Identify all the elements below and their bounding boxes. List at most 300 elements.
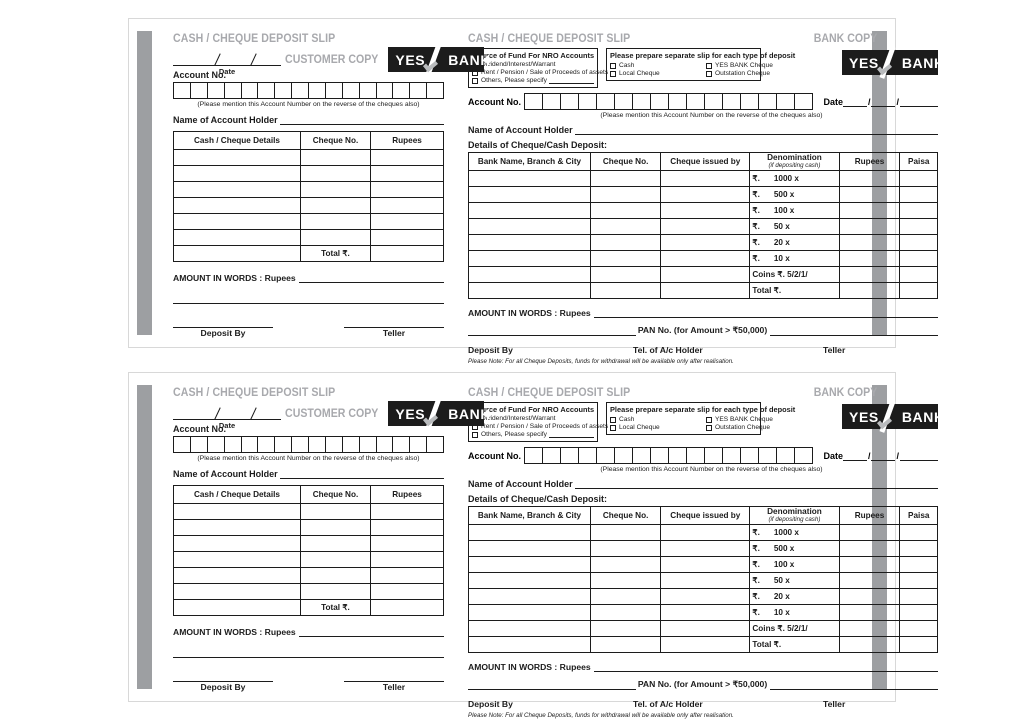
checkbox-icon[interactable] (706, 417, 712, 423)
customer-account-no-input[interactable] (173, 436, 444, 453)
account-digit-cell[interactable] (669, 448, 687, 463)
bank-date-field[interactable] (823, 451, 938, 461)
account-digit-cell[interactable] (427, 437, 443, 452)
cell-total-rupees[interactable] (839, 282, 900, 298)
cell-details[interactable] (174, 551, 301, 567)
cell-bank-name[interactable] (469, 250, 591, 266)
account-digit-cell[interactable] (633, 94, 651, 109)
cell-issued-by[interactable] (661, 234, 750, 250)
logo-text-bank: BANK (448, 51, 492, 68)
deposit-type-outstation-cheque[interactable] (706, 424, 773, 431)
logo-text-yes: YES (849, 408, 879, 425)
cell-rupees[interactable] (371, 213, 444, 229)
cell-bank-name[interactable] (469, 604, 591, 620)
cell-cheque-no[interactable] (300, 165, 370, 181)
bank-amount-words-field[interactable] (468, 308, 938, 318)
cell-cheque-no[interactable] (590, 540, 660, 556)
cell-issued-by[interactable] (661, 588, 750, 604)
account-digit-cell[interactable] (669, 94, 687, 109)
cell-paisa[interactable] (900, 572, 938, 588)
cell-cheque-no[interactable] (590, 186, 660, 202)
account-digit-cell[interactable] (191, 83, 208, 98)
deposit-type-local-cheque[interactable] (610, 70, 698, 77)
bank-account-no-input[interactable] (524, 447, 813, 464)
cell-bank-name[interactable] (469, 218, 591, 234)
account-digit-cell[interactable] (597, 448, 615, 463)
cell-cheque-no[interactable] (590, 266, 660, 282)
customer-deposit-by-field[interactable] (173, 317, 273, 338)
cell-rupees[interactable] (371, 165, 444, 181)
account-digit-cell[interactable] (208, 83, 225, 98)
deposit-type-outstation-cheque[interactable] (706, 70, 773, 77)
cell-total-paisa[interactable] (900, 282, 938, 298)
cell-issued-by[interactable] (661, 620, 750, 636)
date-day-input[interactable] (843, 451, 867, 461)
bank-teller-field[interactable] (823, 345, 938, 355)
cell-rupees[interactable] (371, 535, 444, 551)
cell-paisa[interactable] (900, 604, 938, 620)
account-digit-cell[interactable] (723, 94, 741, 109)
account-digit-cell[interactable] (410, 437, 427, 452)
account-digit-cell[interactable] (651, 448, 669, 463)
cell-bank-name[interactable] (469, 186, 591, 202)
cell-total-value[interactable] (371, 245, 444, 261)
binding-strip-left (137, 385, 152, 689)
cell-paisa[interactable] (900, 556, 938, 572)
cell-cheque-no[interactable] (590, 636, 660, 652)
denomination-value: 50 x (773, 222, 790, 231)
customer-amount-words-line2[interactable] (173, 293, 444, 304)
cell-details[interactable] (174, 165, 301, 181)
account-digit-cell[interactable] (174, 437, 191, 452)
account-digit-cell[interactable] (615, 94, 633, 109)
bank-account-holder-field[interactable] (468, 125, 938, 135)
deposit-type-yes-bank-cheque[interactable] (706, 62, 773, 69)
date-day-input[interactable] (843, 97, 867, 107)
cell-bank-name[interactable] (469, 556, 591, 572)
column-header-bank-name: Bank Name, Branch & City (469, 506, 591, 524)
cell-cheque-no[interactable] (590, 620, 660, 636)
cell-cheque-no[interactable] (590, 572, 660, 588)
account-digit-cell[interactable] (360, 83, 377, 98)
cell-cheque-no[interactable] (300, 535, 370, 551)
deposit-type-box (606, 48, 796, 81)
cell-paisa[interactable] (900, 524, 938, 540)
cell-details[interactable] (174, 181, 301, 197)
cell-cheque-no[interactable] (590, 556, 660, 572)
bank-amount-words-line2[interactable] (468, 680, 636, 690)
account-digit-cell[interactable] (326, 437, 343, 452)
column-header-cheque-no: Cheque No. (590, 152, 660, 170)
checkbox-icon[interactable] (610, 63, 616, 69)
customer-account-holder-field[interactable] (173, 469, 444, 479)
cell-bank-name[interactable] (469, 202, 591, 218)
denomination-row-20 (750, 588, 839, 604)
cell-rupees[interactable] (371, 503, 444, 519)
cell-bank-name[interactable] (469, 170, 591, 186)
cell-cheque-no[interactable] (300, 213, 370, 229)
account-digit-cell[interactable] (705, 94, 723, 109)
column-header-denomination (750, 152, 839, 170)
cell-rupees[interactable] (839, 588, 900, 604)
bank-date-field[interactable] (823, 97, 938, 107)
customer-teller-label: Teller (382, 681, 406, 692)
cell-rupees[interactable] (371, 583, 444, 599)
customer-account-no-input[interactable] (173, 82, 444, 99)
account-digit-cell[interactable] (292, 83, 309, 98)
account-digit-cell[interactable] (597, 94, 615, 109)
account-digit-cell[interactable] (326, 83, 343, 98)
denomination-row-100 (750, 556, 839, 572)
account-digit-cell[interactable] (795, 94, 812, 109)
checkbox-icon[interactable] (610, 425, 616, 431)
customer-deposit-by-label: Deposit By (200, 681, 246, 692)
date-slash-1: / (867, 450, 871, 461)
account-digit-cell[interactable] (651, 94, 669, 109)
cell-rupees[interactable] (371, 567, 444, 583)
customer-account-note: (Please mention this Account Number on the reverse of the cheques also) (197, 454, 420, 462)
nro-others-input[interactable] (549, 78, 594, 84)
customer-teller-input[interactable] (344, 671, 444, 682)
customer-account-holder-field[interactable] (173, 115, 444, 125)
checkbox-icon[interactable] (472, 432, 478, 438)
cell-bank-name[interactable] (469, 620, 591, 636)
cell-rupees[interactable] (839, 620, 900, 636)
checkbox-icon[interactable] (472, 424, 478, 430)
cell-rupees[interactable] (839, 186, 900, 202)
cell-cheque-no[interactable] (300, 197, 370, 213)
cell-issued-by[interactable] (661, 202, 750, 218)
bank-tel-label: Tel. of A/c Holder (633, 344, 703, 355)
cell-cheque-no[interactable] (590, 170, 660, 186)
account-digit-cell[interactable] (343, 83, 360, 98)
account-digit-cell[interactable] (275, 437, 292, 452)
nro-option-rent[interactable] (472, 423, 609, 430)
cell-paisa[interactable] (900, 218, 938, 234)
checkbox-icon[interactable] (610, 71, 616, 77)
cell-rupees[interactable] (371, 181, 444, 197)
account-digit-cell[interactable] (275, 83, 292, 98)
account-digit-cell[interactable] (741, 94, 759, 109)
denomination-row-50 (750, 218, 839, 234)
nro-others-input[interactable] (549, 432, 594, 438)
cell-cheque-no[interactable] (300, 583, 370, 599)
cell-total-paisa[interactable] (900, 636, 938, 652)
bank-account-no-input[interactable] (524, 93, 813, 110)
cell-rupees[interactable] (839, 572, 900, 588)
customer-date-caption: Date (218, 421, 236, 430)
cell-cheque-no[interactable] (590, 524, 660, 540)
account-digit-cell[interactable] (309, 83, 326, 98)
cell-rupees[interactable] (839, 266, 900, 282)
checkbox-icon[interactable] (706, 425, 712, 431)
cell-cheque-no[interactable] (590, 588, 660, 604)
checkbox-icon[interactable] (706, 71, 712, 77)
bank-account-holder-input[interactable] (575, 480, 938, 489)
customer-amount-words-field[interactable] (173, 627, 444, 637)
account-digit-cell[interactable] (377, 83, 394, 98)
cell-cheque-no[interactable] (300, 149, 370, 165)
deposit-type-local-cheque[interactable] (610, 424, 698, 431)
cell-issued-by[interactable] (661, 170, 750, 186)
cell-rupees[interactable] (371, 229, 444, 245)
checkbox-icon[interactable] (610, 417, 616, 423)
cell-total-value[interactable] (371, 599, 444, 615)
cell-issued-by[interactable] (661, 250, 750, 266)
account-digit-cell[interactable] (525, 94, 543, 109)
cell-rupees[interactable] (371, 551, 444, 567)
binding-strip-left (137, 31, 152, 335)
customer-amount-words-field[interactable] (173, 273, 444, 283)
account-digit-cell[interactable] (633, 448, 651, 463)
bank-teller-field[interactable] (823, 699, 938, 709)
cell-cheque-no[interactable] (300, 567, 370, 583)
account-digit-cell[interactable] (225, 83, 242, 98)
account-digit-cell[interactable] (543, 448, 561, 463)
cell-details[interactable] (174, 519, 301, 535)
account-digit-cell[interactable] (242, 437, 259, 452)
cell-cheque-no[interactable] (590, 604, 660, 620)
account-digit-cell[interactable] (777, 448, 795, 463)
deposit-type-label: Local Cheque (619, 70, 660, 77)
account-digit-cell[interactable] (258, 437, 275, 452)
date-year-input[interactable] (900, 97, 938, 107)
cell-bank-name[interactable] (469, 572, 591, 588)
account-digit-cell[interactable] (292, 437, 309, 452)
bank-account-no-row (468, 93, 938, 110)
deposit-type-cash[interactable] (610, 62, 698, 69)
customer-teller-input[interactable] (344, 317, 444, 328)
date-month-input[interactable] (871, 451, 895, 461)
customer-teller-field[interactable] (344, 671, 444, 692)
account-digit-cell[interactable] (377, 437, 394, 452)
cell-paisa[interactable] (900, 234, 938, 250)
customer-date-field[interactable] (173, 407, 281, 430)
cell-details[interactable] (174, 535, 301, 551)
bank-deposit-by-label: Deposit By (468, 344, 513, 355)
bank-tel-field[interactable] (633, 345, 823, 355)
customer-amount-words-line2[interactable] (173, 647, 444, 658)
bank-amount-words-input[interactable] (594, 308, 938, 318)
cell-rupees[interactable] (839, 170, 900, 186)
date-month-input[interactable] (871, 97, 895, 107)
cell-issued-by[interactable] (661, 282, 750, 298)
bank-pan-input[interactable] (770, 680, 938, 690)
nro-option-others[interactable] (472, 431, 594, 438)
nro-option-label: Dividend/Interest/Warrant (481, 61, 556, 68)
account-digit-cell[interactable] (543, 94, 561, 109)
cell-issued-by[interactable] (661, 218, 750, 234)
customer-amount-words-input[interactable] (299, 273, 444, 283)
cell-rupees[interactable] (371, 519, 444, 535)
cell-details[interactable] (174, 229, 301, 245)
account-digit-cell[interactable] (615, 448, 633, 463)
cell-details[interactable] (174, 583, 301, 599)
bank-amount-words-field[interactable] (468, 662, 938, 672)
denomination-row-500 (750, 540, 839, 556)
bank-total-label: Total ₹. (750, 636, 839, 652)
date-year-input[interactable] (900, 451, 938, 461)
rupee-symbol: ₹. (752, 528, 760, 537)
cell-rupees[interactable] (839, 250, 900, 266)
account-digit-cell[interactable] (579, 94, 597, 109)
cell-details[interactable] (174, 567, 301, 583)
cell-details[interactable] (174, 503, 301, 519)
customer-deposit-by-field[interactable] (173, 671, 273, 692)
account-digit-cell[interactable] (225, 437, 242, 452)
cell-bank-name[interactable] (469, 282, 591, 298)
cell-paisa[interactable] (900, 186, 938, 202)
customer-amount-words-input[interactable] (299, 627, 444, 637)
rupee-symbol: ₹. (752, 608, 760, 617)
customer-date-field[interactable] (173, 53, 281, 76)
cell-paisa[interactable] (900, 620, 938, 636)
cell-bank-name[interactable] (469, 524, 591, 540)
cell-bank-name[interactable] (469, 540, 591, 556)
cell-details[interactable] (174, 197, 301, 213)
bank-deposit-by-field[interactable] (468, 345, 633, 355)
cell-paisa[interactable] (900, 266, 938, 282)
bank-pan-input[interactable] (770, 326, 938, 336)
cell-rupees[interactable] (839, 524, 900, 540)
account-digit-cell[interactable] (191, 437, 208, 452)
account-digit-cell[interactable] (309, 437, 326, 452)
cell-issued-by[interactable] (661, 186, 750, 202)
cell-cheque-no[interactable] (300, 519, 370, 535)
account-digit-cell[interactable] (687, 448, 705, 463)
date-separator-2 (250, 53, 256, 65)
customer-deposit-by-input[interactable] (173, 317, 273, 328)
nro-option-others[interactable] (472, 77, 594, 84)
denomination-title: Denomination (767, 153, 822, 162)
cell-cheque-no[interactable] (300, 551, 370, 567)
customer-amount-words-label: AMOUNT IN WORDS : Rupees (173, 272, 296, 283)
cell-paisa[interactable] (900, 250, 938, 266)
cell-details[interactable] (174, 213, 301, 229)
account-digit-cell[interactable] (360, 437, 377, 452)
cell-issued-by[interactable] (661, 572, 750, 588)
customer-amount-words-label: AMOUNT IN WORDS : Rupees (173, 626, 296, 637)
checkbox-icon[interactable] (706, 63, 712, 69)
account-digit-cell[interactable] (174, 83, 191, 98)
cell-rupees[interactable] (839, 202, 900, 218)
cell-issued-by[interactable] (661, 266, 750, 282)
cell-cheque-no[interactable] (300, 181, 370, 197)
cell-rupees[interactable] (839, 604, 900, 620)
column-header-bank-name: Bank Name, Branch & City (469, 152, 591, 170)
account-digit-cell[interactable] (579, 448, 597, 463)
cell-bank-name[interactable] (469, 266, 591, 282)
account-digit-cell[interactable] (393, 437, 410, 452)
account-digit-cell[interactable] (687, 94, 705, 109)
account-digit-cell[interactable] (242, 83, 259, 98)
account-digit-cell[interactable] (208, 437, 225, 452)
account-digit-cell[interactable] (759, 448, 777, 463)
account-digit-cell[interactable] (343, 437, 360, 452)
cell-issued-by[interactable] (661, 556, 750, 572)
account-digit-cell[interactable] (525, 448, 543, 463)
nro-option-rent[interactable] (472, 69, 609, 76)
deposit-type-yes-bank-cheque[interactable] (706, 416, 773, 423)
bank-account-holder-input[interactable] (575, 126, 938, 135)
cell-rupees[interactable] (371, 149, 444, 165)
customer-account-holder-input[interactable] (280, 470, 444, 479)
customer-deposit-by-input[interactable] (173, 671, 273, 682)
cell-paisa[interactable] (900, 588, 938, 604)
cell-cheque-no[interactable] (590, 282, 660, 298)
cell-paisa[interactable] (900, 170, 938, 186)
bank-account-holder-field[interactable] (468, 479, 938, 489)
cell-bank-name[interactable] (469, 588, 591, 604)
account-digit-cell[interactable] (427, 83, 443, 98)
account-digit-cell[interactable] (741, 448, 759, 463)
account-digit-cell[interactable] (561, 448, 579, 463)
cell-rupees[interactable] (839, 556, 900, 572)
denomination-value: 50 x (773, 576, 790, 585)
table-row (174, 165, 444, 181)
customer-account-holder-input[interactable] (280, 116, 444, 125)
nro-option-label: Rent / Pension / Sale of Proceeds of assets (481, 423, 609, 430)
cell-cheque-no[interactable] (590, 234, 660, 250)
table-row (174, 149, 444, 165)
cell-cheque-no[interactable] (590, 250, 660, 266)
cell-paisa[interactable] (900, 202, 938, 218)
cell-cheque-no[interactable] (590, 218, 660, 234)
denomination-subtitle: (if depositing cash) (768, 162, 821, 169)
cell-issued-by[interactable] (661, 540, 750, 556)
account-digit-cell[interactable] (705, 448, 723, 463)
cell-issued-by[interactable] (661, 636, 750, 652)
account-digit-cell[interactable] (795, 448, 812, 463)
cell-cheque-no[interactable] (300, 229, 370, 245)
bank-amount-words-line2[interactable] (468, 326, 636, 336)
deposit-type-cash[interactable] (610, 416, 698, 423)
cell-issued-by[interactable] (661, 604, 750, 620)
account-digit-cell[interactable] (410, 83, 427, 98)
account-digit-cell[interactable] (561, 94, 579, 109)
bank-deposit-by-field[interactable] (468, 699, 633, 709)
checkbox-icon[interactable] (472, 70, 478, 76)
deposit-type-title: Please prepare separate slip for each type of deposit (610, 405, 796, 414)
bank-pan-row[interactable] (468, 325, 938, 336)
cell-bank-name[interactable] (469, 234, 591, 250)
account-digit-cell[interactable] (258, 83, 275, 98)
bank-tel-field[interactable] (633, 699, 823, 709)
customer-account-holder-label: Name of Account Holder (173, 114, 278, 125)
bank-pan-row[interactable] (468, 679, 938, 690)
cell-issued-by[interactable] (661, 524, 750, 540)
bank-amount-words-input[interactable] (594, 662, 938, 672)
cell-details[interactable] (174, 149, 301, 165)
table-header-row (469, 506, 938, 524)
account-digit-cell[interactable] (759, 94, 777, 109)
cell-rupees[interactable] (839, 218, 900, 234)
cell-rupees[interactable] (371, 197, 444, 213)
cell-paisa[interactable] (900, 540, 938, 556)
cell-bank-name[interactable] (469, 636, 591, 652)
cell-cheque-no[interactable] (300, 503, 370, 519)
cell-rupees[interactable] (839, 540, 900, 556)
account-digit-cell[interactable] (777, 94, 795, 109)
customer-teller-field[interactable] (344, 317, 444, 338)
checkbox-icon[interactable] (472, 78, 478, 84)
cell-cheque-no[interactable] (590, 202, 660, 218)
cell-rupees[interactable] (839, 234, 900, 250)
bank-teller-label: Teller (823, 344, 846, 355)
account-digit-cell[interactable] (393, 83, 410, 98)
cell-total-rupees[interactable] (839, 636, 900, 652)
account-digit-cell[interactable] (723, 448, 741, 463)
